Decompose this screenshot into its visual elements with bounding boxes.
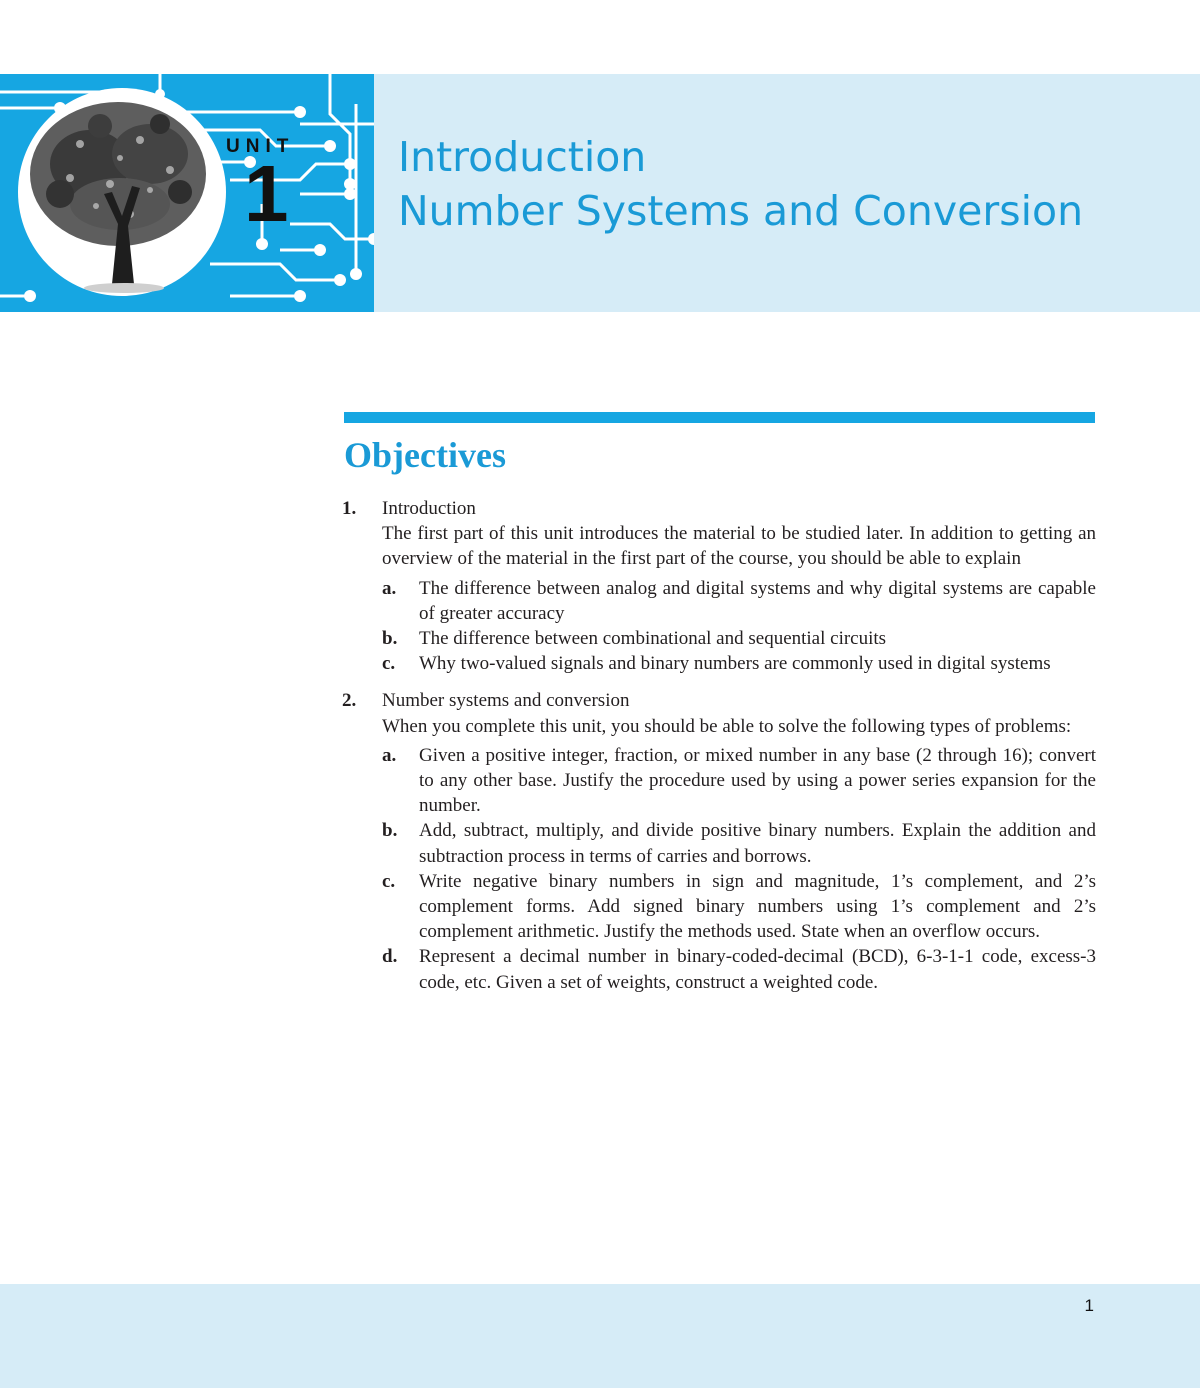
footer-band: [0, 1284, 1200, 1388]
circuit-tree-illustration: [0, 74, 374, 312]
objective-title: Introduction: [382, 498, 476, 519]
objective-subitem: [382, 576, 1096, 626]
objective-subitem: [382, 651, 1096, 676]
objective-title: Number systems and conversion: [382, 690, 630, 712]
chapter-title: [398, 130, 1083, 238]
unit-number: 1: [244, 149, 289, 238]
objective-subitem: [382, 743, 1096, 819]
subitem-letter: d.: [382, 946, 398, 968]
subitem-letter: b.: [382, 820, 398, 842]
page-number: 1: [1084, 1296, 1094, 1315]
objective-subitem: [382, 626, 1096, 651]
objectives-rule: [344, 412, 1095, 423]
objective-sublist: [382, 576, 1096, 677]
unit-label: UNIT: [226, 136, 295, 157]
objectives-heading: Objectives: [344, 435, 506, 475]
subitem-text: Represent a decimal number in binary-coded-decimal (BCD), 6-3-1-1 code, excess-3 code, etc. Given a set of weights, construct a weighted code.: [419, 946, 1096, 993]
subitem-letter: a.: [382, 744, 397, 766]
subitem-text: Write negative binary numbers in sign and magnitude, 1’s complement, and 2’s complement forms. Add signed binary numbers using 1’s complement and 2’s complement arithmetic. Justify the methods used. State when an overflow occurs.: [419, 870, 1096, 943]
subitem-text: The difference between analog and digital systems and why digital systems are capable of greater accuracy: [419, 577, 1096, 624]
subitem-text: Add, subtract, multiply, and divide positive binary numbers. Explain the addition and subtraction process in terms of carries and borrows.: [419, 820, 1096, 867]
chapter-title-line-1: Introduction: [398, 133, 647, 181]
objective-subitem: [382, 944, 1096, 994]
subitem-text: The difference between combinational and sequential circuits: [419, 628, 887, 650]
objective-number: 1.: [342, 498, 357, 519]
objective-item: [340, 688, 1096, 994]
subitem-letter: b.: [382, 628, 398, 650]
unit-banner-art: [0, 74, 374, 312]
objective-description: The first part of this unit introduces the material to be studied later. In addition to getting an overview of the material in the first part of the course, you should be able to explain: [382, 523, 1096, 570]
objective-sublist: [382, 743, 1096, 995]
subitem-letter: c.: [382, 870, 396, 892]
objective-number: 2.: [342, 690, 357, 712]
subitem-letter: c.: [382, 653, 396, 675]
objective-subitem: [382, 869, 1096, 945]
chapter-title-line-2: Number Systems and Conversion: [398, 187, 1084, 235]
subitem-letter: a.: [382, 577, 397, 599]
objective-description: When you complete this unit, you should be able to solve the following types of problems:: [382, 715, 1072, 737]
subitem-text: Given a positive integer, fraction, or mixed number in any base (2 through 16); convert to any other base. Justify the procedure used by using a power series expansion for the number.: [419, 744, 1096, 817]
subitem-text: Why two-valued signals and binary numbers are commonly used in digital systems: [419, 653, 1051, 675]
objectives-list: [340, 496, 1096, 995]
objective-subitem: [382, 818, 1096, 868]
objective-item: [340, 496, 1096, 676]
